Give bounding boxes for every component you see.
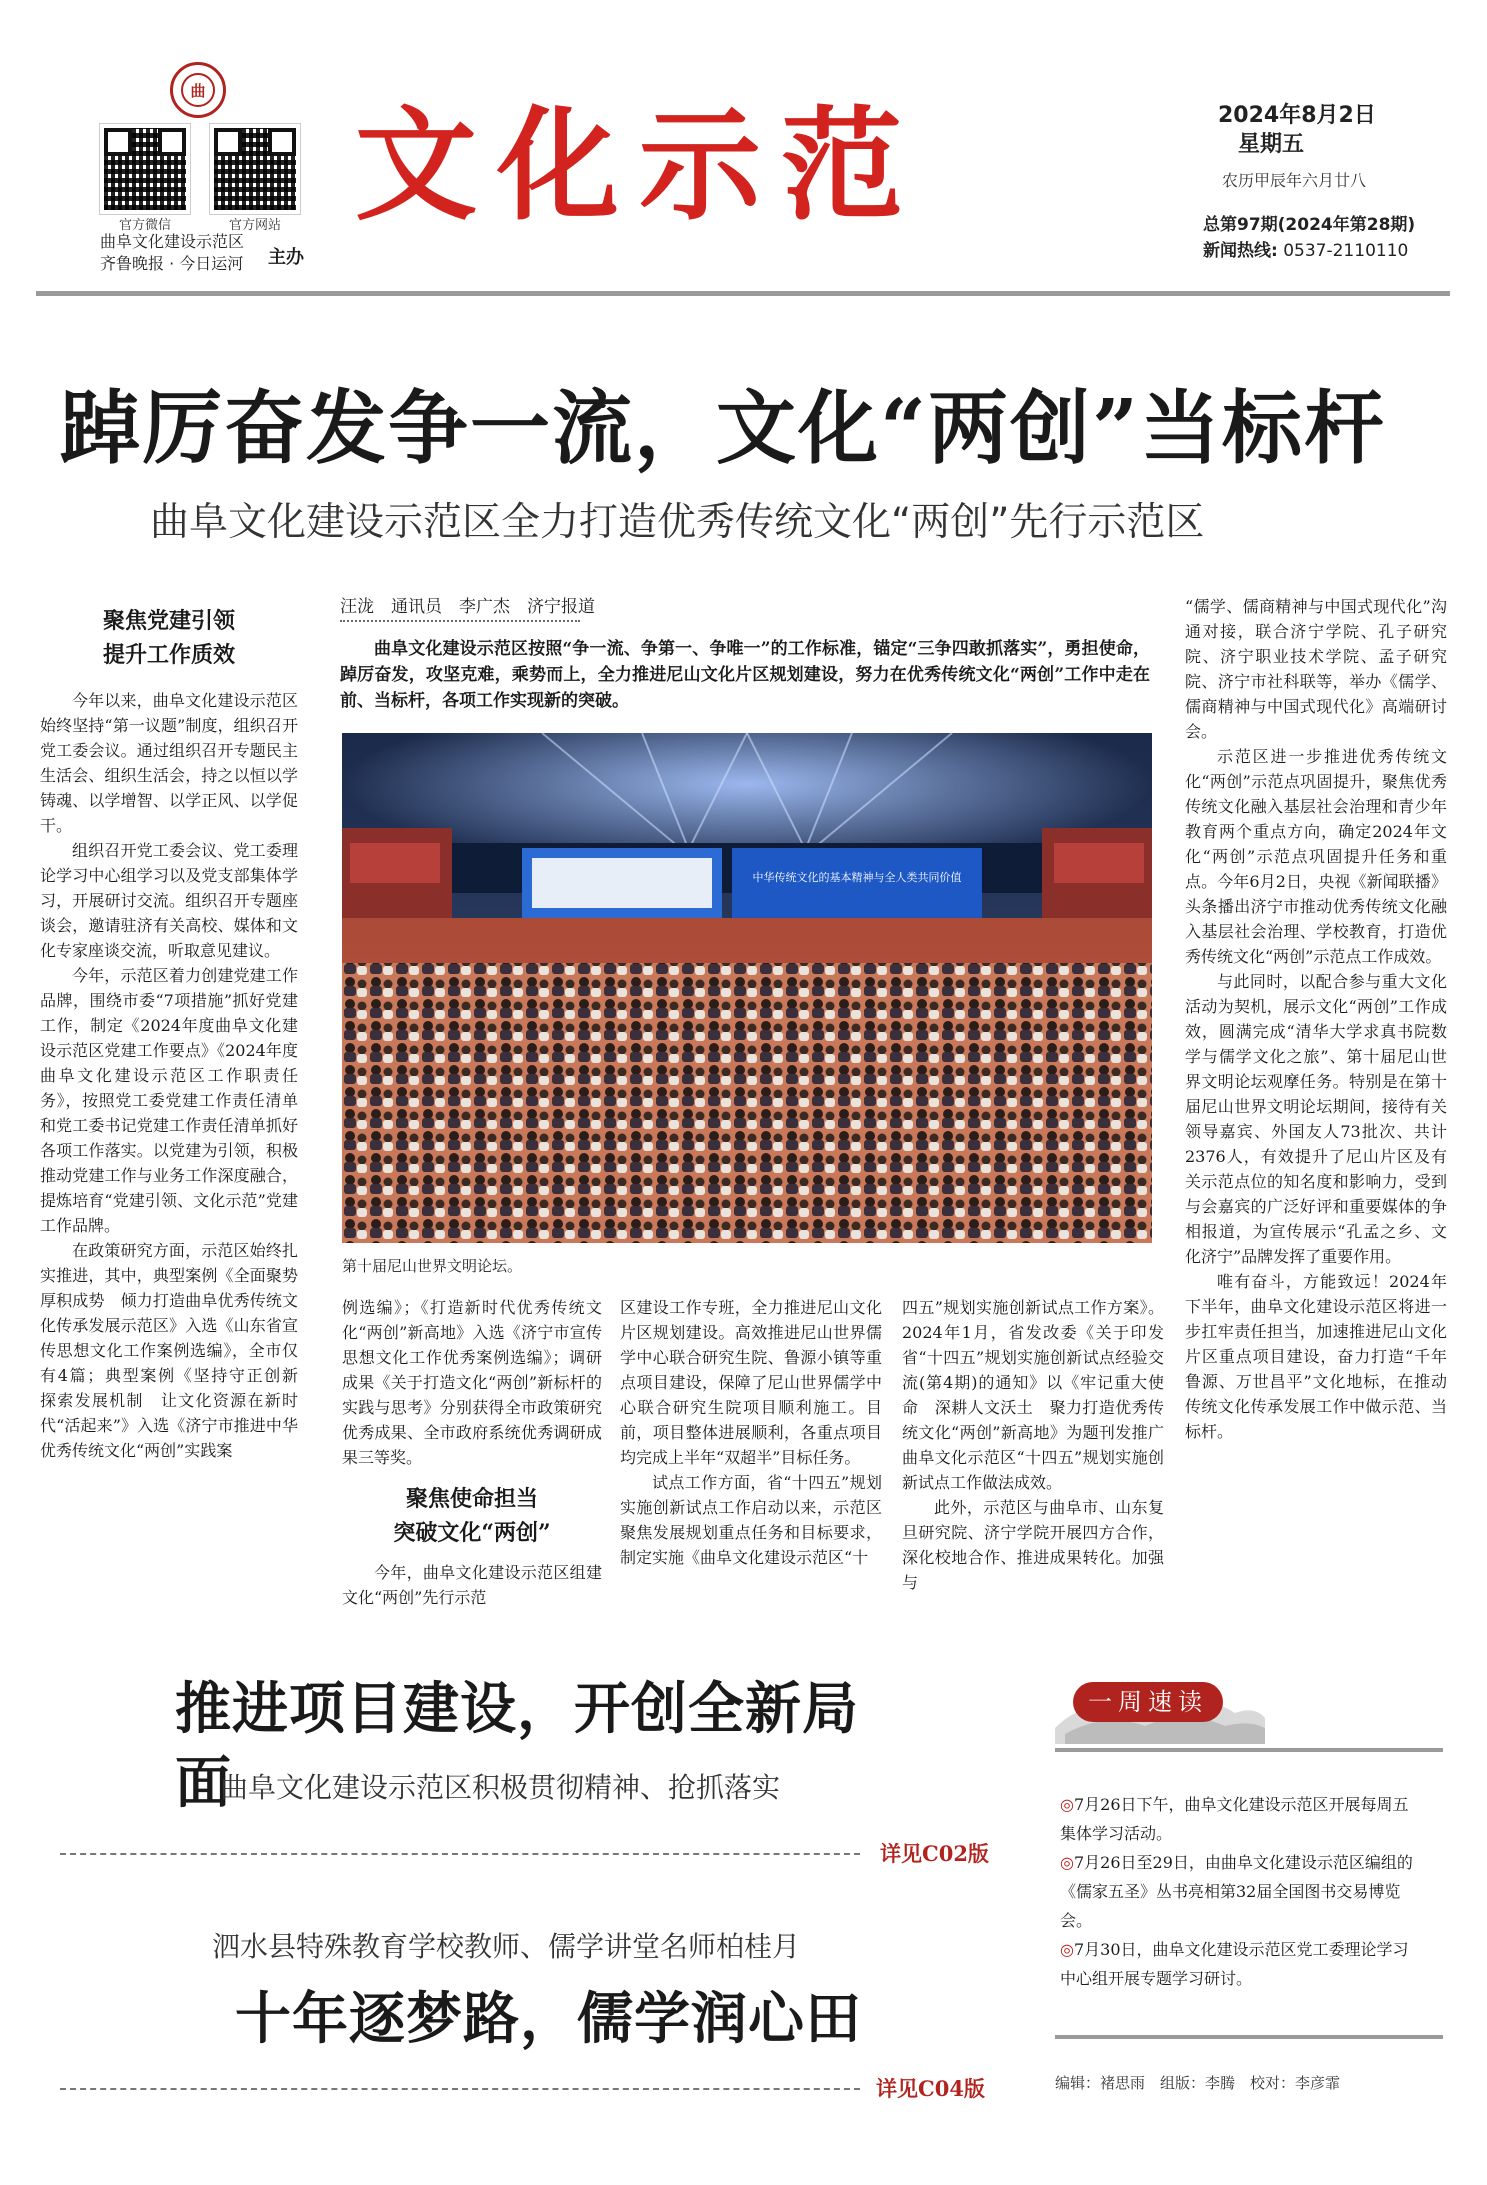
- weekly-banner: [1055, 1668, 1265, 1744]
- weekly-list: [1060, 1790, 1420, 1993]
- section-title-2: [342, 1482, 602, 1550]
- paragraph: 示范区进一步推进优秀传统文化“两创”示范点巩固提升，聚焦优秀传统文化融入基层社会治理和青少年教育两个重点方向，确定2024年文化“两创”示范点巩固提升任务和重点。今年6月2日，央视《新闻联播》头条播出济宁市推动优秀传统文化融入基层社会治理、学校教育，打造优秀传统文化“两创”示范点工作成效。: [1185, 747, 1447, 966]
- qr-code-icon: [100, 124, 190, 214]
- byline: 汪泷 通讯员 李广杰 济宁报道: [340, 597, 595, 617]
- lead-text: 曲阜文化建设示范区按照“争一流、争第一、争唯一”的工作标准，锚定“三争四敢抓落实”，勇担使命，踔厉奋发，攻坚克难，乘势而上，全力推进尼山文化片区规划建设，努力在优秀传统文化“两创”工作中走在前、当标杆，各项工作实现新的突破。: [340, 639, 1150, 711]
- section-title-2-line2: 突破文化“两创”: [393, 1520, 551, 1546]
- weekly-item-text: 7月30日，曲阜文化建设示范区党工委理论学习中心组开展专题学习研讨。: [1060, 1940, 1409, 1988]
- paragraph: 此外，示范区与曲阜市、山东复旦研究院、济宁学院开展四方合作，深化校地合作、推进成果转化。加强与: [902, 1498, 1164, 1592]
- paragraph: 四五”规划实施创新试点工作方案》。2024年1月，省发改委《关于印发省“十四五”规划实施创新试点经验交流(第4期)的通知》以《牢记重大使命 深耕人文沃土 聚力打造优秀传统文化“两创”新高地》为题刊发推广曲阜文化示范区“十四五”规划实施创新试点工作做法成效。: [902, 1298, 1164, 1492]
- article-column-2: [342, 1295, 602, 1610]
- issue-date: 2024年8月2日: [1218, 103, 1376, 128]
- masthead-title: 文化示范: [355, 95, 923, 237]
- paragraph: 在政策研究方面，示范区始终扎实推进，其中，典型案例《全面聚势 厚积成势 倾力打造曲阜优秀传统文化传承发展示范区》入选《山东省宣传思想文化工作案例选编》，全市仅有4篇；典型案例《坚持守正创新 探索发展机制 让文化资源在新时代“活起来”》入选《济宁市推进中华优秀传统文化“两创”实践案: [40, 1241, 315, 1460]
- qr-code-icon: [210, 124, 300, 214]
- host-label: 主办: [268, 247, 304, 268]
- qr-wechat[interactable]: [100, 124, 190, 233]
- paragraph: 今年以来，曲阜文化建设示范区始终坚持“第一议题”制度，组织召开党工委会议。通过组织召开专题民主生活会、组织生活会，持之以恒以学铸魂、以学增智、以学正风、以学促干。: [40, 691, 298, 835]
- section-title-1: [40, 604, 298, 672]
- teaser2-see-page-link[interactable]: 详见C04版: [876, 2076, 985, 2101]
- qr-website[interactable]: [210, 124, 300, 233]
- teaser2-subheadline: 泗水县特殊教育学校教师、儒学讲堂名师柏桂月: [212, 1930, 801, 1963]
- weekly-rule-top: [1055, 1748, 1443, 1752]
- issue-number: 总第97期(2024年第28期): [1203, 215, 1416, 235]
- party-seal-icon: 曲: [170, 62, 226, 118]
- article-column-3: [620, 1295, 882, 1570]
- weekly-item-text: 7月26日下午，曲阜文化建设示范区开展每周五集体学习活动。: [1060, 1795, 1409, 1843]
- paragraph: 组织召开党工委会议、党工委理论学习中心组学习以及党支部集体学习，开展研讨交流。组织召开专题座谈会，邀请驻济有关高校、媒体和文化专家座谈交流，听取意见建议。: [40, 841, 298, 960]
- teaser1-see-page-link[interactable]: 详见C02版: [880, 1841, 989, 1866]
- list-item[interactable]: [1060, 1935, 1420, 1993]
- section-title-2-line1: 聚焦使命担当: [405, 1486, 538, 1512]
- masthead-divider: [36, 291, 1450, 296]
- paragraph: 今年，曲阜文化建设示范区组建文化“两创”先行示范: [342, 1563, 602, 1607]
- bullet-icon: ◎: [1060, 1795, 1074, 1814]
- qr-wechat-label: 官方微信: [118, 218, 171, 233]
- weekly-item-text: 7月26日至29日，由曲阜文化建设示范区编组的《儒家五圣》丛书亮相第32届全国图书交易博览会。: [1060, 1853, 1413, 1930]
- organizer-line2: 齐鲁晚报 · 今日运河: [100, 254, 244, 273]
- teaser1-subheadline: 曲阜文化建设示范区积极贯彻精神、抢抓落实: [220, 1771, 781, 1804]
- teaser1-headline[interactable]: 推进项目建设，开创全新局面: [175, 1676, 859, 1816]
- paragraph: 试点工作方面，省“十四五”规划实施创新试点工作启动以来，示范区聚焦发展规划重点任务和目标要求，制定实施《曲阜文化建设示范区“十: [620, 1473, 882, 1567]
- weekly-title: 一周速读: [1088, 1688, 1208, 1716]
- lead-paragraph: [340, 636, 1150, 714]
- issue-weekday: 星期五: [1238, 132, 1305, 157]
- screen-text: 中华传统文化的基本精神与全人类共同价值: [752, 871, 962, 884]
- teaser2-dash-rule: [60, 2088, 860, 2090]
- organizer-line1: 曲阜文化建设示范区: [100, 232, 245, 251]
- bullet-icon: ◎: [1060, 1853, 1074, 1872]
- paragraph: 区建设工作专班，全力推进尼山文化片区规划建设。高效推进尼山世界儒学中心联合研究生院、鲁源小镇等重点项目建设，保障了尼山世界儒学中心联合研究生院项目顺利施工。目前，项目整体进展顺利，各重点项目均完成上半年“双超半”目标任务。: [620, 1298, 882, 1467]
- list-item[interactable]: [1060, 1790, 1420, 1848]
- teaser1-dash-rule: [60, 1853, 860, 1855]
- list-item[interactable]: [1060, 1848, 1420, 1935]
- paragraph: 例选编》；《打造新时代优秀传统文化“两创”新高地》入选《济宁市宣传思想文化工作优秀案例选编》；调研成果《关于打造文化“两创”新标杆的实践与思考》分别获得全市政策研究优秀成果、全市政府系统优秀调研成果三等奖。: [342, 1298, 602, 1467]
- photo-caption: 第十届尼山世界文明论坛。: [342, 1257, 523, 1275]
- hotline-number: 0537-2110110: [1283, 241, 1409, 261]
- article-column-1: [40, 604, 315, 1463]
- lunar-date: 农历甲辰年六月廿八: [1222, 171, 1367, 190]
- article-column-4: [902, 1295, 1164, 1595]
- article-column-5: [1185, 594, 1447, 1444]
- lead-headline: 踔厉奋发争一流，文化“两创”当标杆: [60, 381, 1387, 475]
- editor-credits: 编辑：褚思雨 组版：李腾 校对：李彦霏: [1055, 2074, 1341, 2092]
- section-title-1-line2: 提升工作质效: [102, 642, 235, 668]
- paragraph: 唯有奋斗，方能致远！2024年下半年，曲阜文化建设示范区将进一步扛牢责任担当，加速推进尼山文化片区重点项目建设，奋力打造“千年鲁源、万世昌平”文化地标，在推动传统文化传承发展工作中做示范、当标杆。: [1185, 1272, 1447, 1441]
- teaser2-headline[interactable]: 十年逐梦路，儒学润心田: [235, 1986, 862, 2052]
- qr-website-label: 官方网站: [228, 218, 281, 233]
- section-title-1-line1: 聚焦党建引领: [102, 608, 235, 634]
- conference-hall-image: [342, 733, 1152, 1243]
- hotline-label: 新闻热线:: [1203, 241, 1278, 261]
- paragraph: 今年，示范区着力创建党建工作品牌，围绕市委“7项措施”抓好党建工作，制定《2024年度曲阜文化建设示范区党建工作要点》《2024年度曲阜文化建设示范区工作职责任务》，按照党工委党建工作责任清单和党工委书记党建工作责任清单抓好各项工作落实。以党建为引领，积极推动党建工作与业务工作深度融合，提炼培育“党建引领、文化示范”党建工作品牌。: [40, 966, 298, 1235]
- forum-photo: [342, 733, 1152, 1243]
- bullet-icon: ◎: [1060, 1940, 1074, 1959]
- organizers: [100, 231, 244, 275]
- byline-rule: [340, 620, 580, 622]
- news-hotline: [1203, 236, 1408, 261]
- paragraph: 与此同时，以配合参与重大文化活动为契机，展示文化“两创”工作成效，圆满完成“清华大学求真书院数学与儒学文化之旅”、第十届尼山世界文明论坛观摩任务。特别是在第十届尼山世界文明论坛期间，接待有关领导嘉宾、外国友人73批次、共计2376人，有效提升了尼山片区及有关示范点位的知名度和影响力，受到与会嘉宾的广泛好评和重要媒体的争相报道，为宣传展示“孔孟之乡、文化济宁”品牌发挥了重要作用。: [1185, 972, 1447, 1266]
- weekly-rule-bottom: [1055, 2035, 1443, 2039]
- paragraph: “儒学、儒商精神与中国式现代化”沟通对接，联合济宁学院、孔子研究院、济宁职业技术学院、孟子研究院、济宁市社科联等，举办《儒学、儒商精神与中国式现代化》高端研讨会。: [1185, 597, 1447, 741]
- lead-subheadline: 曲阜文化建设示范区全力打造优秀传统文化“两创”先行示范区: [150, 500, 1205, 545]
